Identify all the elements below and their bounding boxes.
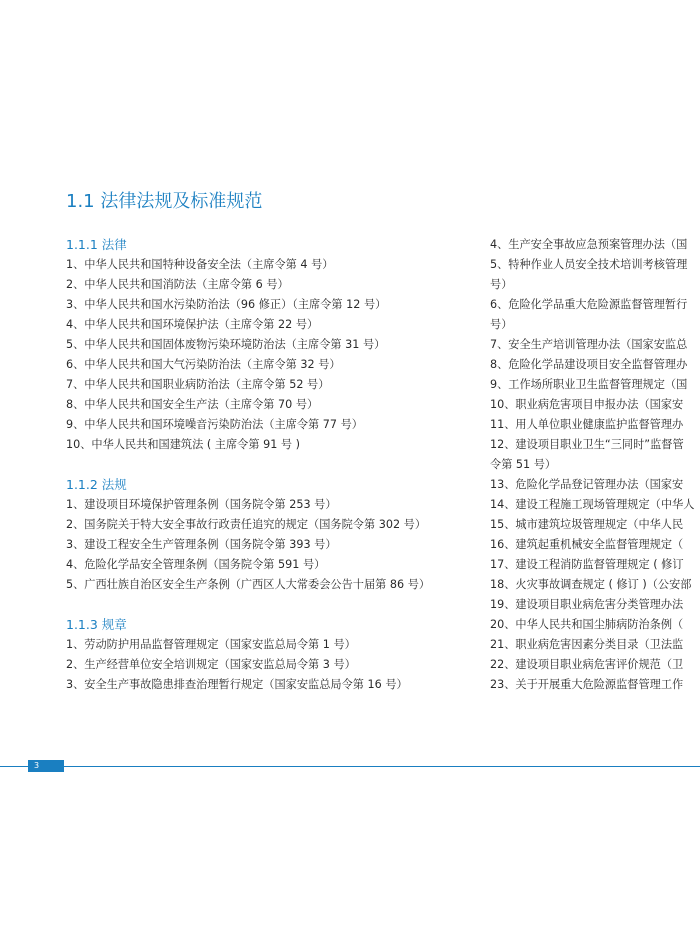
list-item: 16、建筑起重机械安全监督管理规定（	[490, 538, 684, 551]
list-item: 4、危险化学品安全管理条例（国务院令第 591 号）	[66, 558, 326, 571]
page-number: 3	[28, 760, 64, 772]
section-heading-laws: 1.1.1 法律	[66, 237, 127, 252]
list-item: 号）	[490, 318, 513, 331]
list-item: 18、火灾事故调查规定 ( 修订 )（公安部	[490, 578, 692, 591]
section-heading-regulations: 1.1.2 法规	[66, 477, 127, 492]
list-item: 令第 51 号）	[490, 458, 557, 471]
list-item: 23、关于开展重大危险源监督管理工作	[490, 678, 684, 691]
list-item: 5、中华人民共和国固体废物污染环境防治法（主席令第 31 号）	[66, 338, 386, 351]
list-item: 10、中华人民共和国建筑法 ( 主席令第 91 号 )	[66, 438, 300, 451]
regulations-list	[66, 495, 486, 595]
list-item: 13、危险化学品登记管理办法（国家安	[490, 478, 684, 491]
list-item: 6、中华人民共和国大气污染防治法（主席令第 32 号）	[66, 358, 341, 371]
laws-list	[66, 255, 486, 455]
list-item: 5、特种作业人员安全技术培训考核管理	[490, 258, 688, 271]
list-item: 1、劳动防护用品监督管理规定（国家安监总局令第 1 号）	[66, 638, 356, 651]
list-item: 3、中华人民共和国水污染防治法（96 修正）（主席令第 12 号）	[66, 298, 387, 311]
list-item: 4、生产安全事故应急预案管理办法（国	[490, 238, 688, 251]
list-item: 3、建设工程安全生产管理条例（国务院令第 393 号）	[66, 538, 337, 551]
list-item: 5、广西壮族自治区安全生产条例（广西区人大常委会公告十届第 86 号）	[66, 578, 431, 591]
rules-list	[66, 635, 486, 695]
list-item: 1、建设项目环境保护管理条例（国务院令第 253 号）	[66, 498, 337, 511]
list-item: 19、建设项目职业病危害分类管理办法	[490, 598, 684, 611]
list-item: 7、中华人民共和国职业病防治法（主席令第 52 号）	[66, 378, 330, 391]
page-title: 1.1 法律法规及标准规范	[66, 191, 263, 212]
list-item: 12、建设项目职业卫生“三同时”监督管	[490, 438, 684, 451]
list-item: 20、中华人民共和国尘肺病防治条例（	[490, 618, 684, 631]
list-item: 11、用人单位职业健康监护监督管理办	[490, 418, 684, 431]
list-item: 9、工作场所职业卫生监督管理规定（国	[490, 378, 688, 391]
section-heading-rules: 1.1.3 规章	[66, 617, 127, 632]
footer-divider	[0, 766, 700, 767]
list-item: 15、城市建筑垃圾管理规定（中华人民	[490, 518, 684, 531]
left-column	[66, 235, 486, 695]
list-item: 8、中华人民共和国安全生产法（主席令第 70 号）	[66, 398, 319, 411]
rules-list-continued	[490, 235, 700, 695]
list-item: 2、国务院关于特大安全事故行政责任追究的规定（国务院令第 302 号）	[66, 518, 427, 531]
list-item: 22、建设项目职业病危害评价规范（卫	[490, 658, 684, 671]
right-column	[490, 235, 700, 695]
list-item: 9、中华人民共和国环境噪音污染防治法（主席令第 77 号）	[66, 418, 363, 431]
list-item: 6、危险化学品重大危险源监督管理暂行	[490, 298, 688, 311]
list-item: 7、安全生产培训管理办法（国家安监总	[490, 338, 688, 351]
list-item: 10、职业病危害项目申报办法（国家安	[490, 398, 684, 411]
list-item: 4、中华人民共和国环境保护法（主席令第 22 号）	[66, 318, 319, 331]
list-item: 1、中华人民共和国特种设备安全法（主席令第 4 号）	[66, 258, 334, 271]
list-item: 2、中华人民共和国消防法（主席令第 6 号）	[66, 278, 289, 291]
list-item: 8、危险化学品建设项目安全监督管理办	[490, 358, 688, 371]
list-item: 2、生产经营单位安全培训规定（国家安监总局令第 3 号）	[66, 658, 356, 671]
list-item: 17、建设工程消防监督管理规定 ( 修订	[490, 558, 684, 571]
list-item: 21、职业病危害因素分类目录（卫法监	[490, 638, 684, 651]
list-item: 14、建设工程施工现场管理规定（中华人	[490, 498, 695, 511]
list-item: 3、安全生产事故隐患排查治理暂行规定（国家安监总局令第 16 号）	[66, 678, 408, 691]
list-item: 号）	[490, 278, 513, 291]
